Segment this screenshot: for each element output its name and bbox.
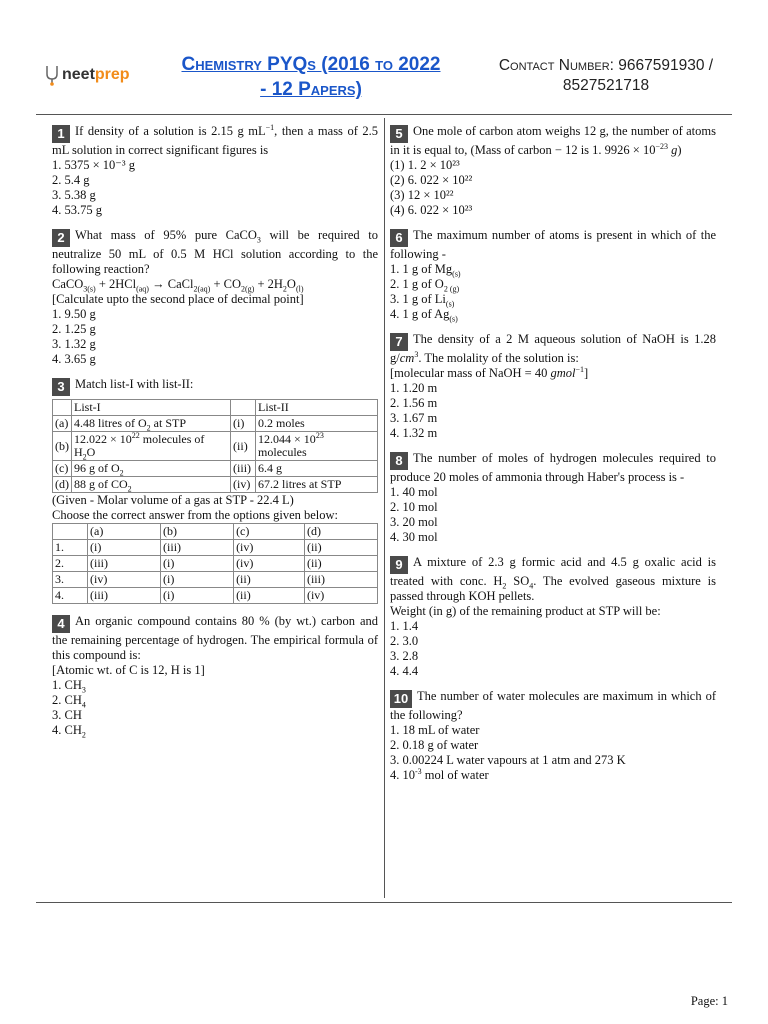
right-column bbox=[390, 124, 716, 793]
header-divider bbox=[36, 114, 732, 115]
option: 4. 53.75 g bbox=[52, 203, 102, 217]
question-7-text: 7 The density of a 2 M aqueous solution of NaOH is 1.28 $g/cm^3$. The molality of the solution is: bbox=[390, 332, 716, 365]
contact-number bbox=[476, 56, 736, 96]
question-number: 7 bbox=[390, 333, 408, 351]
match-table bbox=[52, 399, 378, 493]
question-9-text: 9 A mixture of 2.3 g formic acid and 4.5 g oxalic acid is treated with conc. $H_2$ $SO_4$. The evolved gaseous mixture is passed through KOH pellets. bbox=[390, 555, 716, 603]
option: 4. 1.32 m bbox=[390, 426, 438, 440]
page-number: Page: 1 bbox=[690, 994, 728, 1008]
option: 1. 9.50 g bbox=[52, 307, 96, 321]
question-note: (Given - Molar volume of a gas at STP - 22.4 L) bbox=[52, 493, 294, 507]
option: 2. 3.0 bbox=[390, 634, 419, 648]
option: 4. 3.65 g bbox=[52, 352, 96, 366]
title-line-2: - 12 Papers) bbox=[260, 79, 362, 100]
question-number: 10 bbox=[390, 690, 412, 708]
stethoscope-icon bbox=[44, 64, 60, 86]
table-row: (a) 4.48 litres of $O_2$ at STP (i) 0.2 moles bbox=[53, 416, 378, 432]
option: 3. 20 mol bbox=[390, 515, 438, 529]
question-number: 4 bbox=[52, 615, 70, 633]
option: 1. 1.4 bbox=[390, 619, 419, 633]
table-row: 4. (iii) (i) (ii) (iv) bbox=[53, 588, 378, 604]
option: 3. 1.32 g bbox=[52, 337, 96, 351]
question-8 bbox=[390, 451, 716, 545]
title-line-1: Chemistry PYQs (2016 to 2022 bbox=[181, 54, 441, 75]
question-6-text: 6 The maximum number of atoms is present in which of the following - bbox=[390, 228, 716, 261]
question-10-text: 10 The number of water molecules are maximum in which of the following? bbox=[390, 689, 716, 722]
option: (4) 6. 022 × 10²³ bbox=[390, 203, 473, 217]
option: (2) 6. 022 × 10²² bbox=[390, 173, 473, 187]
question-note: [Atomic wt. of C is 12, H is 1] bbox=[52, 663, 205, 677]
logo-wordmark: neetprep bbox=[62, 66, 130, 83]
reaction-equation: CaCO$_{3(s)}$ + 2HCl$_{(aq)}$ → CaCl$_{2(aq)}$ + $CO_{2(g)} + 2H_2O_{(l)}$ bbox=[52, 277, 304, 294]
option: 2. 1 g of $O_{2 (g)}$ bbox=[390, 277, 460, 294]
column-divider bbox=[384, 118, 385, 898]
option: 2. 5.4 g bbox=[52, 173, 90, 187]
question-4-text: 4 An organic compound contains 80 % (by wt.) carbon and the remaining percentage of hydrogen. The empirical formula of this compound is: bbox=[52, 614, 378, 662]
question-5 bbox=[390, 124, 716, 218]
option: 2. 1.25 g bbox=[52, 322, 96, 336]
option: 3. 0.00224 L water vapours at 1 atm and 273 K bbox=[390, 753, 626, 767]
answer-table: (a) (b) (c) (d) 1. (i) (iii) (iv) (ii) 2. (iii) (i) (iv) (ii) 3. (iv) (i) (ii) (iii) 4. (iii) (i) (ii) (iv) bbox=[52, 523, 378, 604]
option: 3. 1.67 m bbox=[390, 411, 438, 425]
question-1-text: 1 If density of a solution is 2.15 g $mL^{-1}$, then a mass of 2.5 mL solution in correct significant figures is bbox=[52, 122, 378, 157]
question-3-text: 3 Match list-I with list-II: bbox=[52, 377, 378, 396]
neetprep-logo bbox=[44, 64, 130, 86]
question-7 bbox=[390, 332, 716, 441]
question-note: Weight (in g) of the remaining product at STP will be: bbox=[390, 604, 661, 618]
contact-line-2: 8527521718 bbox=[562, 77, 650, 94]
option: 3. 5.38 g bbox=[52, 188, 96, 202]
option: 2. 0.18 g of water bbox=[390, 738, 479, 752]
question-6 bbox=[390, 228, 716, 322]
table-header: List-I bbox=[72, 400, 231, 416]
table-row: (d) 88 g of $CO_2$ (iv) 67.2 litres at STP bbox=[53, 477, 378, 493]
option: 4. 30 mol bbox=[390, 530, 438, 544]
option: 4. $10^{-3}$ mol of water bbox=[390, 766, 489, 782]
left-column bbox=[52, 124, 378, 748]
question-10 bbox=[390, 689, 716, 783]
option: (3) 12 × 10²² bbox=[390, 188, 454, 202]
question-1 bbox=[52, 124, 378, 218]
question-number: 2 bbox=[52, 229, 70, 247]
question-9 bbox=[390, 555, 716, 679]
question-2-text: 2 What mass of 95% pure CaCO$_3$ will be required to neutralize 50 mL of 0.5 M HCl solution according to the following reaction? bbox=[52, 228, 378, 276]
page-header bbox=[36, 48, 736, 112]
footer-divider bbox=[36, 902, 732, 903]
option: (1) 1. 2 × 10²³ bbox=[390, 158, 460, 172]
question-note: [Calculate upto the second place of decimal point] bbox=[52, 292, 304, 306]
question-note: [molecular mass of NaOH = 40 gmol$^{-1}$] bbox=[390, 364, 589, 380]
option: 1. 1.20 m bbox=[390, 381, 438, 395]
question-instruction: Choose the correct answer from the options given below: bbox=[52, 508, 339, 522]
question-5-text: 5 One mole of carbon atom weighs 12 g, the number of atoms in it is equal to, (Mass of carbon − 12 is 1. $9926 \times 10^{-23}$ g) bbox=[390, 124, 716, 157]
option: 1. 1 g of $Mg_{(s)}$ bbox=[390, 262, 461, 279]
question-number: 5 bbox=[390, 125, 408, 143]
table-header: List-II bbox=[256, 400, 378, 416]
option: 2. 1.56 m bbox=[390, 396, 438, 410]
option: 1. 5375 × 10⁻³ g bbox=[52, 158, 136, 172]
question-2 bbox=[52, 228, 378, 367]
table-row: (c) 96 g of $O_2$ (iii) 6.4 g bbox=[53, 461, 378, 477]
question-3 bbox=[52, 377, 378, 604]
option: 1. $CH_3$ bbox=[52, 678, 86, 695]
table-row: 2. (iii) (i) (iv) (ii) bbox=[53, 556, 378, 572]
option: 3. 2.8 bbox=[390, 649, 419, 663]
option: 4. 1 g of $Ag_{(s)}$ bbox=[390, 307, 458, 324]
table-row: 3. (iv) (i) (ii) (iii) bbox=[53, 572, 378, 588]
question-8-text: 8 The number of moles of hydrogen molecules required to produce 20 moles of ammonia through Haber's process is - bbox=[390, 451, 716, 484]
question-number: 1 bbox=[52, 125, 70, 143]
option: 2. 10 mol bbox=[390, 500, 438, 514]
question-number: 6 bbox=[390, 229, 408, 247]
page-title[interactable] bbox=[146, 52, 476, 102]
option: 3. CH bbox=[52, 708, 82, 722]
option: 2. $CH_4$ bbox=[52, 693, 86, 710]
option: 1. 18 mL of water bbox=[390, 723, 480, 737]
option: 4. $CH_2$ bbox=[52, 723, 86, 740]
table-row: (b) $12.022 \times 10^{22}$ molecules of $H_2O$ (ii) $12.044 \times 10^{23}$ molecules bbox=[53, 432, 378, 461]
option: 1. 40 mol bbox=[390, 485, 438, 499]
table-row: 1. (i) (iii) (iv) (ii) bbox=[53, 540, 378, 556]
option: 4. 4.4 bbox=[390, 664, 419, 678]
question-4 bbox=[52, 614, 378, 738]
question-number: 9 bbox=[390, 556, 408, 574]
contact-line-1: Contact Number: 9667591930 / bbox=[498, 57, 714, 74]
question-number: 8 bbox=[390, 452, 408, 470]
option: 3. 1 g of $Li_{(s)}$ bbox=[390, 292, 455, 309]
question-number: 3 bbox=[52, 378, 70, 396]
